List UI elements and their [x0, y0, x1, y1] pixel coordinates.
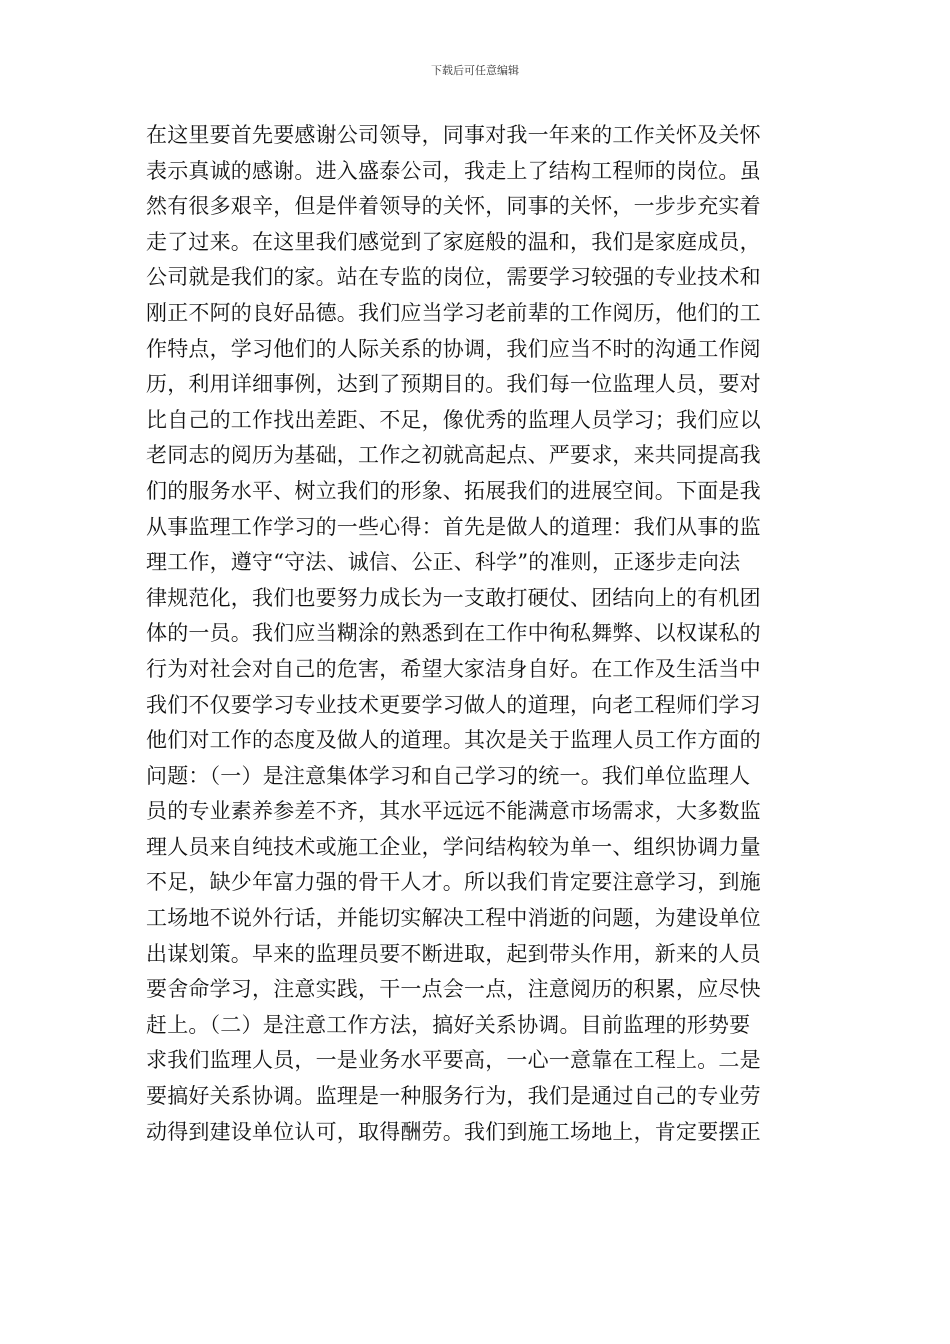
- text-line: 们的服务水平、树立我们的形象、拓展我们的进展空间。下面是我: [146, 478, 761, 503]
- text-line: 公司就是我们的家。站在专监的岗位，需要学习较强的专业技术和: [146, 265, 761, 290]
- text-line: 表示真诚的感谢。进入盛泰公司，我走上了结构工程师的岗位。虽: [146, 158, 761, 183]
- text-line: 他们对工作的态度及做人的道理。其次是关于监理人员工作方面的: [146, 728, 761, 753]
- text-line: 刚正不阿的良好品德。我们应当学习老前辈的工作阅历，他们的工: [146, 300, 761, 325]
- text-line: 律规范化，我们也要努力成长为一支敢打硬仗、团结向上的有机团: [146, 585, 761, 610]
- text-line: 出谋划策。早来的监理员要不断进取，起到带头作用，新来的人员: [146, 941, 761, 966]
- text-line: 动得到建设单位认可，取得酬劳。我们到施工场地上，肯定要摆正: [146, 1119, 761, 1144]
- text-line: 走了过来。在这里我们感觉到了家庭般的温和，我们是家庭成员，: [146, 229, 761, 254]
- text-line: 比自己的工作找出差距、不足，像优秀的监理人员学习；我们应以: [146, 407, 761, 432]
- text-line: 求我们监理人员，一是业务水平要高，一心一意靠在工程上。二是: [146, 1048, 761, 1073]
- text-line: 理人员来自纯技术或施工企业，学问结构较为单一、组织协调力量: [146, 834, 761, 859]
- text-line: 作特点，学习他们的人际关系的协调，我们应当不时的沟通工作阅: [146, 336, 761, 361]
- text-line: 理工作，遵守“守法、诚信、公正、科学”的准则，正逐步走向法: [146, 550, 741, 575]
- text-line: 在这里要首先要感谢公司领导，同事对我一年来的工作关怀及关怀: [146, 123, 761, 147]
- text-line: 工场地不说外行话，并能切实解决工程中消逝的问题，为建设单位: [146, 906, 761, 931]
- body-paragraph: [146, 118, 808, 1150]
- text-line: 赶上。（二）是注意工作方法，搞好关系协调。目前监理的形势要: [146, 1012, 751, 1037]
- text-line: 历，利用详细事例，达到了预期目的。我们每一位监理人员，要对: [146, 372, 761, 397]
- text-line: 问题：（一）是注意集体学习和自己学习的统一。我们单位监理人: [146, 763, 751, 788]
- page-header: 下载后可任意编辑: [431, 64, 519, 77]
- text-line: 然有很多艰辛，但是伴着领导的关怀，同事的关怀，一步步充实着: [146, 194, 761, 219]
- text-line: 从事监理工作学习的一些心得：首先是做人的道理：我们从事的监: [146, 514, 761, 539]
- text-line: 老同志的阅历为基础，工作之初就高起点、严要求，来共同提高我: [146, 443, 761, 468]
- text-line: 要舍命学习，注意实践，干一点会一点，注意阅历的积累，应尽快: [146, 977, 761, 1002]
- text-line: 体的一员。我们应当糊涂的熟悉到在工作中徇私舞弊、以权谋私的: [146, 621, 761, 646]
- text-line: 要搞好关系协调。监理是一种服务行为，我们是通过自己的专业劳: [146, 1084, 761, 1109]
- text-line: 不足，缺少年富力强的骨干人才。所以我们肯定要注意学习，到施: [146, 870, 761, 895]
- text-line: 行为对社会对自己的危害，希望大家洁身自好。在工作及生活当中: [146, 656, 761, 681]
- text-line: 员的专业素养参差不齐，其水平远远不能满意市场需求，大多数监: [146, 799, 761, 824]
- text-line: 我们不仅要学习专业技术更要学习做人的道理，向老工程师们学习: [146, 692, 761, 717]
